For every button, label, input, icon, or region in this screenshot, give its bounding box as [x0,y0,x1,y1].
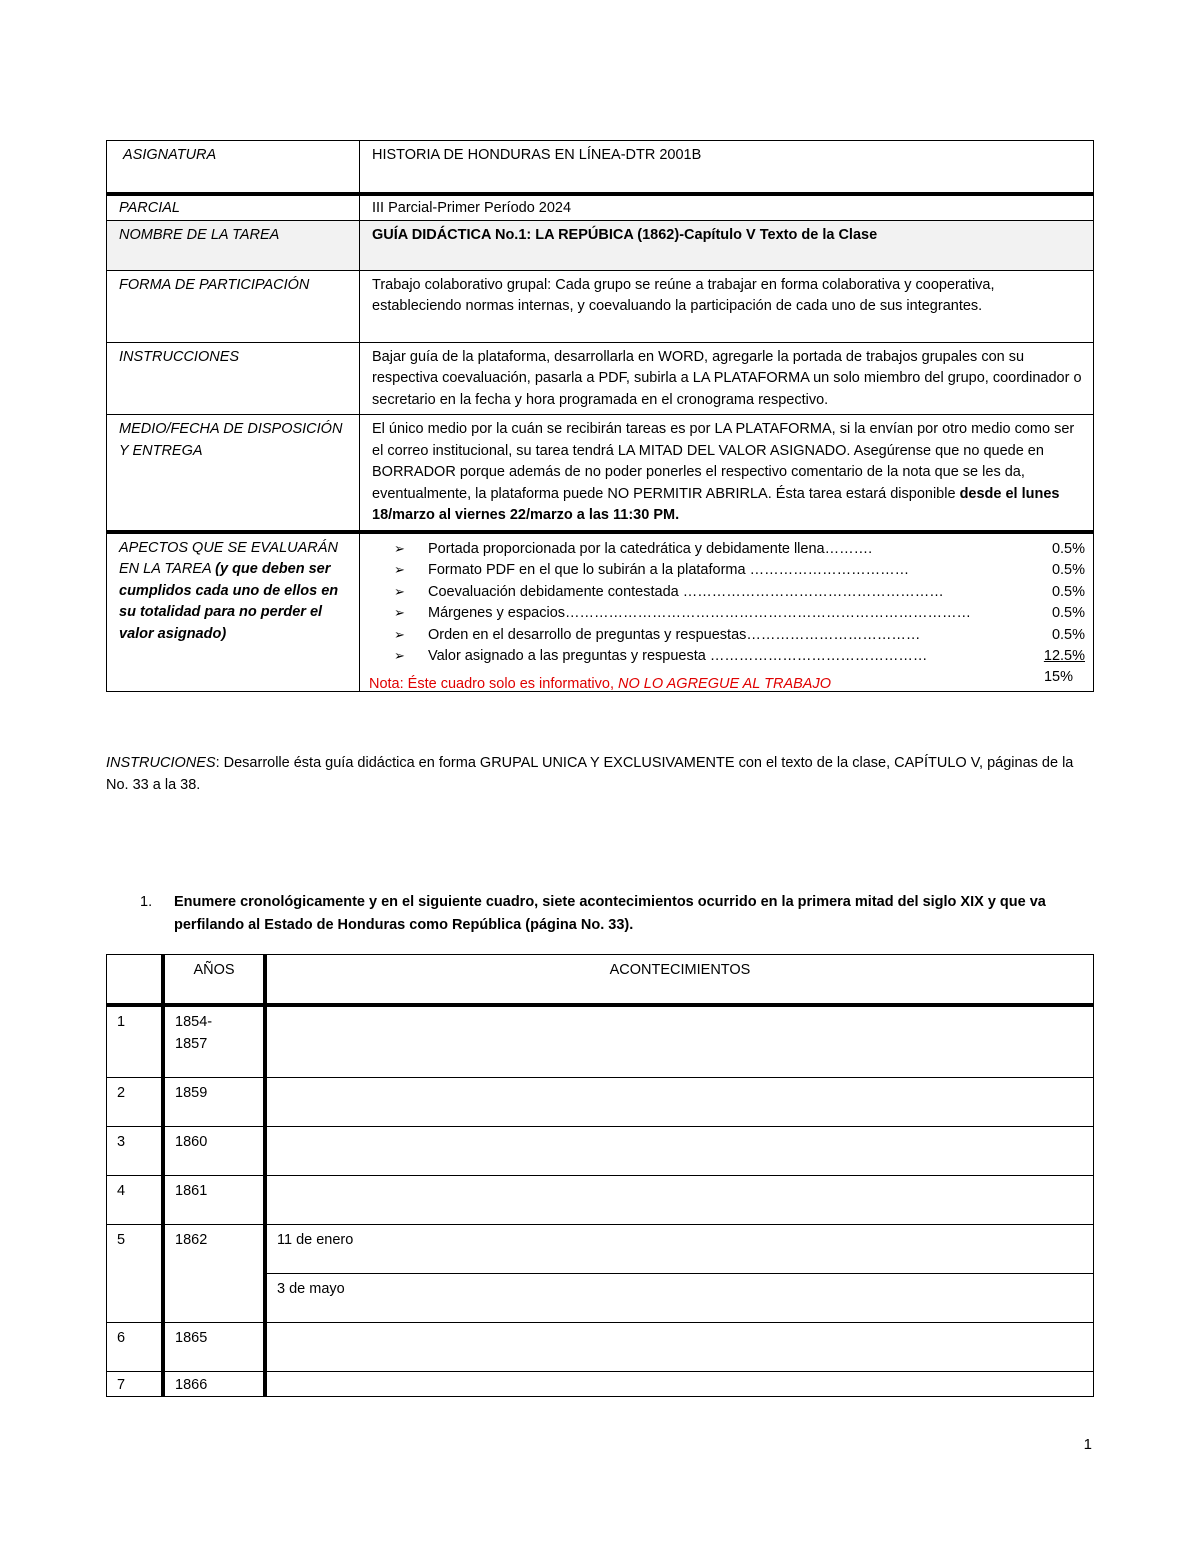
criteria-item: ➢ Márgenes y espacios………………………………………………………………………… 0.5% [364,602,1089,624]
row-year: 1862 [163,1225,265,1323]
arrow-bullet-icon: ➢ [394,583,405,599]
criteria-total: 15% [1043,668,1073,685]
info-row-partial [107,194,1094,220]
info-row-task-name [107,220,1094,270]
instructions-text: : Desarrolle ésta guía didáctica en forma GRUPAL UNICA Y EXCLUSIVAMENTE con el texto de la clase, CAPÍTULO V, páginas de la No. 33 a la 38. [106,755,1074,793]
event-cell[interactable] [265,1323,1094,1372]
instructions-label: INSTRUCCIONES [119,348,240,365]
participation-value: Trabajo colaborativo grupal: Cada grupo se reúne a trabajar en forma colaborativa y cooperativa, estableciendo normas internas, y coevaluando la participación de cada uno de sus integrantes. [360,270,1094,342]
page-number: 1 [1083,1436,1092,1453]
table-row [107,1078,1094,1127]
event-cell[interactable]: 3 de mayo [265,1274,1094,1323]
table-row [107,1323,1094,1372]
info-row-criteria [107,532,1094,692]
info-row-participation [107,270,1094,342]
years-header: AÑOS [163,955,265,1006]
arrow-bullet-icon: ➢ [394,540,405,556]
events-header-row [107,955,1094,1006]
info-row-subject [107,141,1094,195]
task-name-value: GUÍA DIDÁCTICA No.1: LA REPÚBICA (1862)-Capítulo V Texto de la Clase [360,220,1094,270]
row-number: 7 [107,1372,164,1397]
criteria-item: ➢ Valor asignado a las preguntas y respuesta ……………………………………… 12.5% [364,645,1089,667]
delivery-value [360,415,1094,532]
arrow-bullet-icon: ➢ [394,605,405,620]
question-text: Enumere cronológicamente y en el siguiente cuadro, siete acontecimientos ocurrido en la primera mitad del siglo XIX y que va perfilando al Estado de Honduras como República (página No. 33). [174,894,1046,933]
subject-label: ASIGNATURA [123,147,217,163]
table-row [107,1372,1094,1397]
event-cell[interactable] [265,1127,1094,1176]
events-table [106,954,1094,1397]
criteria-label: APECTOS QUE SE EVALUARÁN EN LA TAREA [119,539,338,577]
partial-label: PARCIAL [119,200,180,216]
row-year: 1866 [163,1372,265,1397]
row-number: 2 [107,1078,164,1127]
info-row-delivery [107,415,1094,532]
arrow-bullet-icon: ➢ [394,648,405,663]
delivery-label: MEDIO/FECHA DE DISPOSICIÓN Y ENTREGA [119,421,343,459]
partial-value: III Parcial-Primer Período 2024 [360,194,1094,220]
info-note: Nota: Éste cuadro solo es informativo, NO LO AGREGUE AL TRABAJO [368,676,832,692]
row-year: 1860 [163,1127,265,1176]
row-year: 1854- 1857 [163,1005,265,1078]
event-cell[interactable] [265,1005,1094,1078]
row-number: 6 [107,1323,164,1372]
events-header: ACONTECIMIENTOS [265,955,1094,1006]
general-instructions [106,752,1094,796]
event-cell[interactable] [265,1372,1094,1397]
row-year: 1865 [163,1323,265,1372]
row-year: 1859 [163,1078,265,1127]
row-number: 3 [107,1127,164,1176]
table-row [107,1176,1094,1225]
info-row-instructions [107,342,1094,415]
criteria-item: ➢ Coevaluación debidamente contestada ……………………………………………… 0.5% [364,581,1089,603]
instructions-value: Bajar guía de la plataforma, desarrollarla en WORD, agregarle la portada de trabajos grupales con su respectiva coevaluación, pasarla a PDF, subirla a LA PLATAFORMA un solo miembro del grupo, coordinador o secretario en la fecha y hora programada en el cronograma respectivo. [360,342,1094,415]
question-1 [140,891,1090,937]
criteria-sublabel: (y que deben ser cumplidos cada uno de ellos en su totalidad para no perder el valor asignado) [119,561,339,642]
criteria-list [364,538,1089,689]
task-name-label: NOMBRE DE LA TAREA [119,226,280,243]
row-number: 4 [107,1176,164,1225]
question-number: 1. [140,894,153,910]
row-number: 5 [107,1225,164,1323]
assignment-info-table [106,140,1094,692]
arrow-bullet-icon: ➢ [394,562,405,577]
arrow-bullet-icon: ➢ [394,626,405,642]
row-year: 1861 [163,1176,265,1225]
event-cell[interactable] [265,1176,1094,1225]
subject-value: HISTORIA DE HONDURAS EN LÍNEA-DTR 2001B [360,141,1094,195]
table-row [107,1225,1094,1274]
table-row [107,1127,1094,1176]
delivery-dates: desde el lunes 18/marzo al viernes 22/marzo a las 11:30 PM. [372,485,1060,523]
instructions-heading: INSTRUCIONES [106,755,216,771]
event-cell[interactable]: 11 de enero [265,1225,1094,1274]
criteria-item: ➢ Portada proporcionada por la catedrática y debidamente llena………. 0.5% [364,538,1089,560]
participation-label: FORMA DE PARTICIPACIÓN [119,276,310,293]
row-number: 1 [107,1005,164,1078]
table-row [107,1005,1094,1078]
note-emphasis: NO LO AGREGUE AL TRABAJO [618,676,832,692]
criteria-item: ➢ Formato PDF en el que lo subirán a la plataforma …………………………… 0.5% [364,559,1089,581]
event-cell[interactable] [265,1078,1094,1127]
delivery-text: El único medio por la cuán se recibirán tareas es por LA PLATAFORMA, si la envían por otro medio como ser el correo institucional, su tarea tendrá LA MITAD DEL VALOR ASIGNADO. Asegúrense que no quede en BORRADOR porque además de no poder ponerles el respectivo comentario de la nota que se les da, eventualmente, la plataforma puede NO PERMITIR ABRIRLA. Ésta tarea estará disponible [372,421,1075,502]
criteria-item: ➢ Orden en el desarrollo de preguntas y respuestas……………………………… 0.5% [364,624,1089,646]
